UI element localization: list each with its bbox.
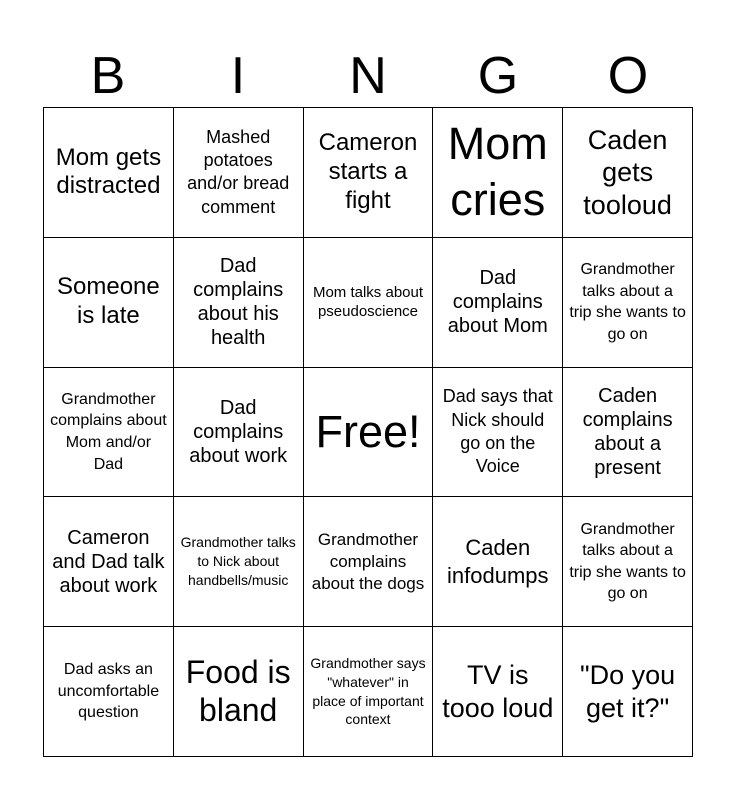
header-letter-n: N <box>349 47 387 105</box>
bingo-header <box>43 46 693 106</box>
header-letter-g: G <box>477 47 519 105</box>
free-space-cell[interactable]: Free! <box>304 368 434 498</box>
bingo-cell[interactable]: Dad complains about his health <box>174 238 304 368</box>
header-letter-o: O <box>607 47 649 105</box>
bingo-card-grid <box>43 107 693 757</box>
bingo-cell[interactable]: Cameron and Dad talk about work <box>44 497 174 627</box>
bingo-cell[interactable]: Food is bland <box>174 627 304 757</box>
bingo-cell[interactable]: Grandmother talks about a trip she wants to go on <box>563 497 693 627</box>
header-letter-i: I <box>230 47 246 105</box>
bingo-cell[interactable]: Grandmother says "whatever" in place of important context <box>304 627 434 757</box>
bingo-cell[interactable]: Dad complains about Mom <box>433 238 563 368</box>
bingo-cell[interactable]: Caden infodumps <box>433 497 563 627</box>
bingo-cell[interactable]: Dad asks an uncomfortable question <box>44 627 174 757</box>
bingo-cell[interactable]: Dad complains about work <box>174 368 304 498</box>
bingo-cell[interactable]: Mom gets distracted <box>44 108 174 238</box>
bingo-cell[interactable]: Mom cries <box>433 108 563 238</box>
bingo-cell[interactable]: "Do you get it?" <box>563 627 693 757</box>
bingo-cell[interactable]: Grandmother talks to Nick about handbells/music <box>174 497 304 627</box>
bingo-cell[interactable]: TV is tooo loud <box>433 627 563 757</box>
bingo-cell[interactable]: Grandmother complains about Mom and/or Dad <box>44 368 174 498</box>
bingo-cell[interactable]: Grandmother complains about the dogs <box>304 497 434 627</box>
bingo-cell[interactable]: Caden gets tooloud <box>563 108 693 238</box>
bingo-cell[interactable]: Cameron starts a fight <box>304 108 434 238</box>
bingo-cell[interactable]: Caden complains about a present <box>563 368 693 498</box>
header-letter-b: B <box>90 47 126 105</box>
bingo-cell[interactable]: Dad says that Nick should go on the Voice <box>433 368 563 498</box>
bingo-cell[interactable]: Grandmother talks about a trip she wants to go on <box>563 238 693 368</box>
bingo-cell[interactable]: Mom talks about pseudoscience <box>304 238 434 368</box>
bingo-cell[interactable]: Mashed potatoes and/or bread comment <box>174 108 304 238</box>
bingo-cell[interactable]: Someone is late <box>44 238 174 368</box>
